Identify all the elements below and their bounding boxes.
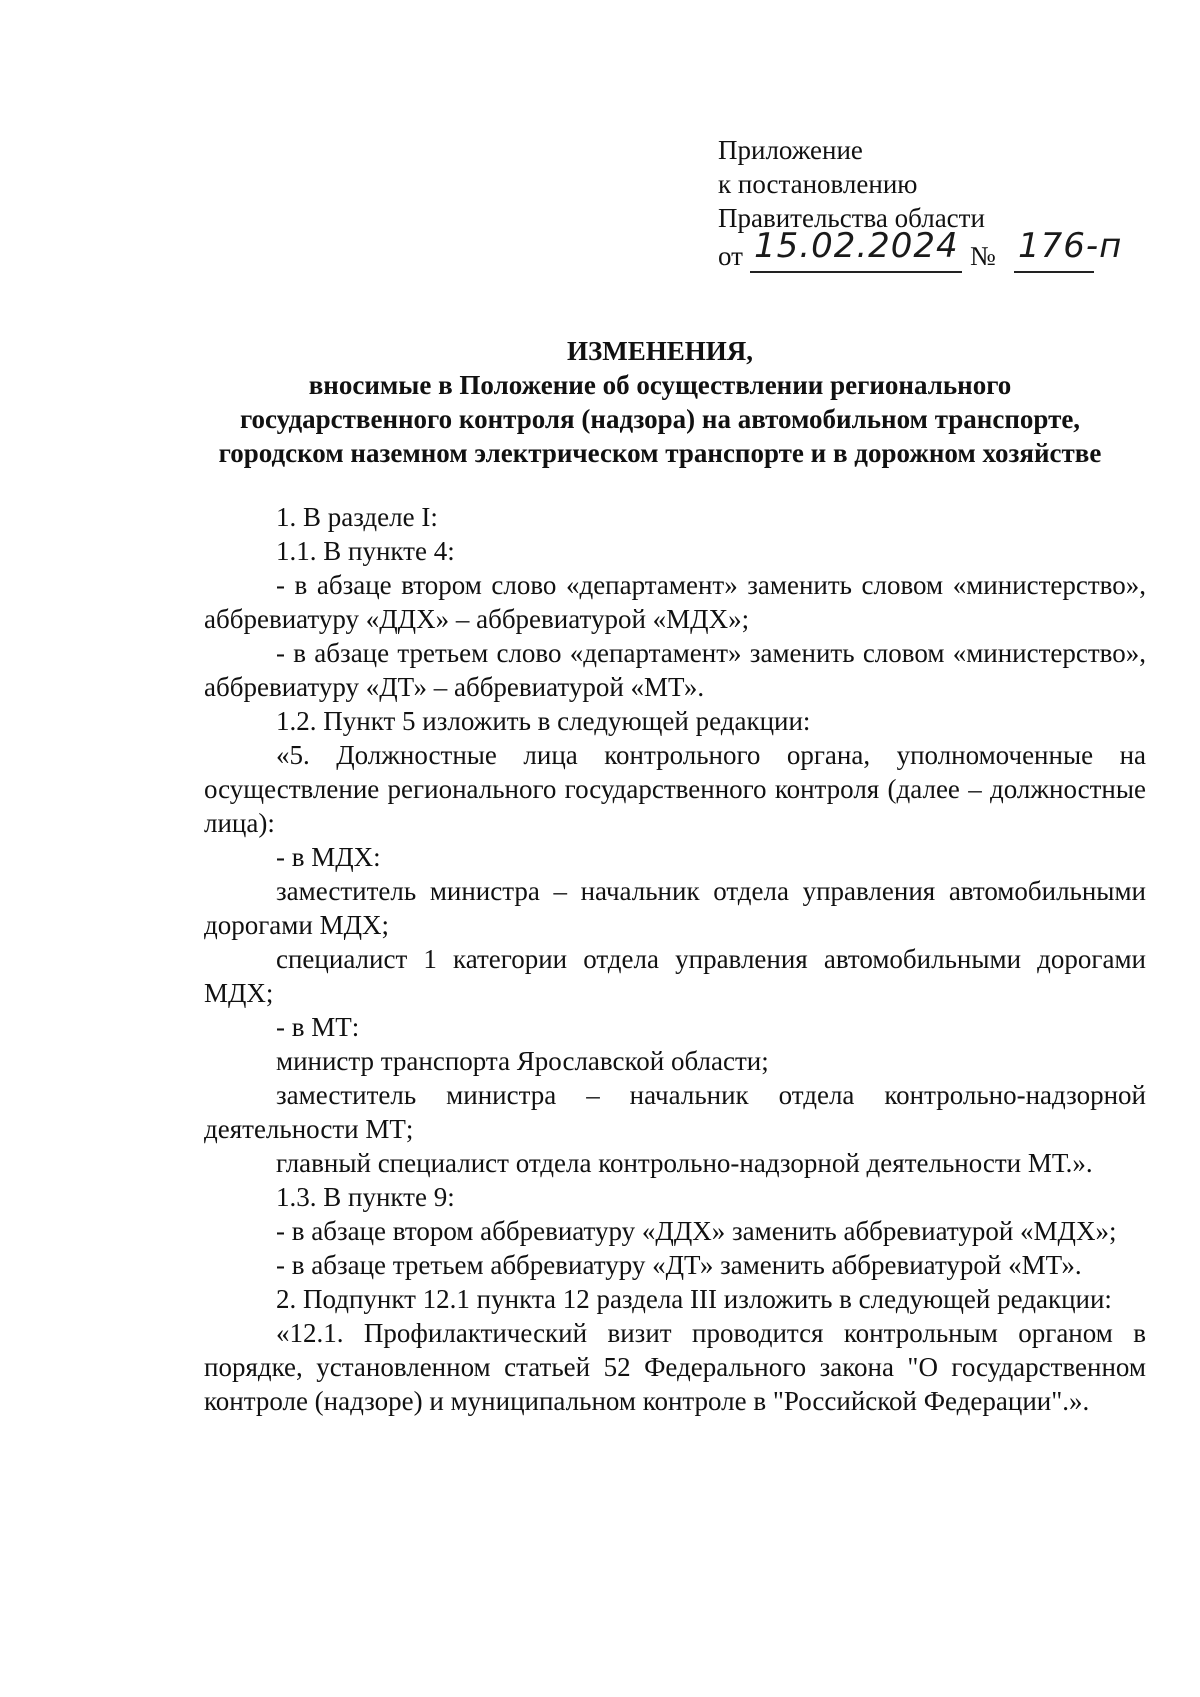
paragraph: - в МТ: [276,1012,360,1042]
paragraph: специалист 1 категории отдела управления автомобильными дорогами МДХ; [204,944,1146,1008]
title-line-3: государственного контроля (надзора) на автомобильном транспорте, [239,404,1081,434]
handwritten-date: 15.02.2024 [754,226,959,266]
appendix-government: Правительства области [718,203,985,233]
date-prefix: от [718,241,743,271]
paragraph: - в абзаце третьем слово «департамент» заменить словом «министерство», аббревиатуру «ДТ» – аббревиатурой «МТ». [204,638,1146,702]
paragraph: - в абзаце втором аббревиатуру «ДДХ» заменить аббревиатурой «МДХ»; [276,1216,1117,1246]
appendix-resolution: к постановлению [718,169,918,199]
paragraph: - в абзаце третьем аббревиатуру «ДТ» заменить аббревиатурой «МТ». [276,1250,1082,1280]
handwritten-number: 176-п [1018,226,1123,266]
paragraph: 1.1. В пункте 4: [276,536,455,566]
number-underline [1014,271,1094,273]
paragraph: - в МДХ: [276,842,381,872]
appendix-block [718,133,1123,275]
date-underline [750,271,962,273]
paragraph: 1.2. Пункт 5 изложить в следующей редакции: [276,706,811,736]
title-line-2: вносимые в Положение об осуществлении регионального [308,370,1012,400]
document-title [160,334,1160,470]
paragraph: - в абзаце втором слово «департамент» заменить словом «министерство», аббревиатуру «ДДХ» – аббревиатурой «МДХ»; [204,570,1146,634]
resolution-reference [718,226,1123,275]
number-sign: № [970,241,996,271]
appendix-label: Приложение [718,135,863,165]
paragraph: «12.1. Профилактический визит проводится контрольным органом в порядке, установленном статьей 52 Федерального закона "О государственном контроле (надзоре) и муниципальном контроле в "Российской Федерации".». [204,1318,1146,1416]
document-body [204,500,1146,1418]
paragraph: заместитель министра – начальник отдела управления автомобильными дорогами МДХ; [204,876,1146,940]
title-line-4: городском наземном электрическом транспорте и в дорожном хозяйстве [218,438,1102,468]
title-line-1: ИЗМЕНЕНИЯ, [566,336,753,366]
paragraph: главный специалист отдела контрольно-надзорной деятельности МТ.». [276,1148,1093,1178]
paragraph: заместитель министра – начальник отдела контрольно-надзорной деятельности МТ; [204,1080,1146,1144]
paragraph: 2. Подпункт 12.1 пункта 12 раздела III изложить в следующей редакции: [276,1284,1112,1314]
paragraph: министр транспорта Ярославской области; [276,1046,769,1076]
paragraph: 1. В разделе I: [276,502,438,532]
paragraph: 1.3. В пункте 9: [276,1182,455,1212]
paragraph: «5. Должностные лица контрольного органа, уполномоченные на осуществление регионального государственного контроля (далее – должностные лица): [204,740,1146,838]
